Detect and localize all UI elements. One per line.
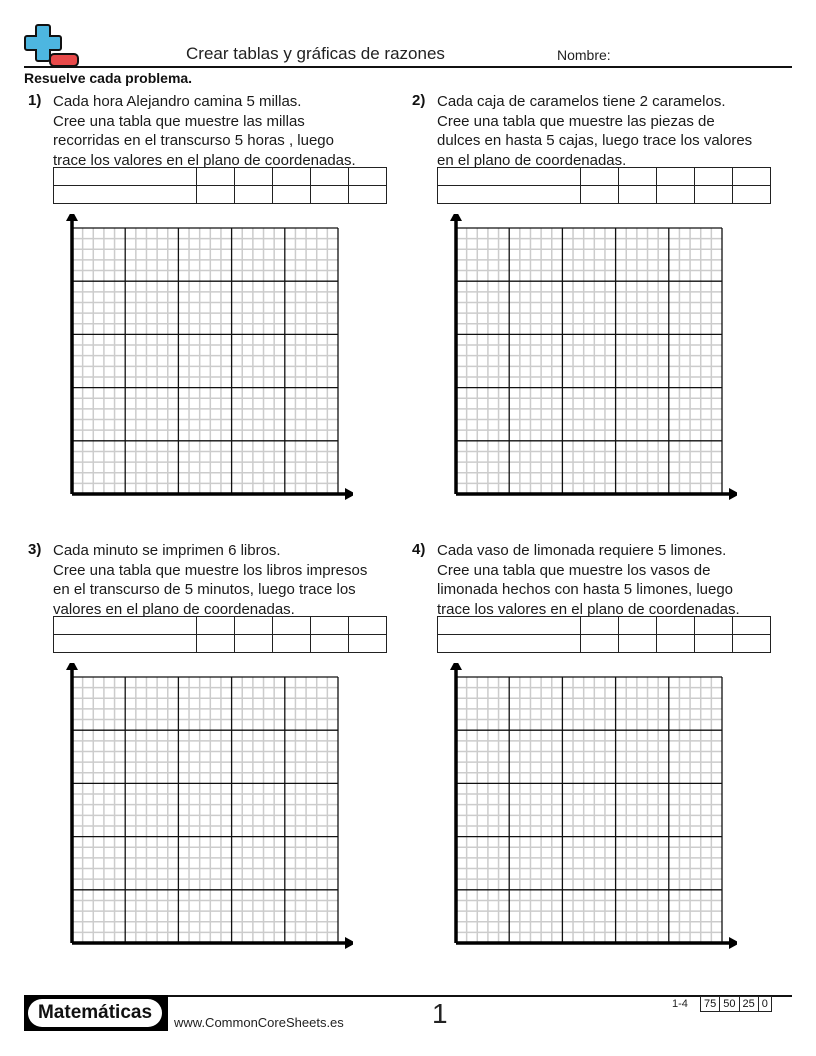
problem-text [53, 541, 398, 619]
table-value-cell[interactable] [311, 635, 349, 653]
table-row [54, 635, 387, 653]
table-row [54, 186, 387, 204]
instructions: Resuelve cada problema. [24, 70, 193, 86]
ratio-table [437, 167, 771, 204]
table-value-cell[interactable] [657, 168, 695, 186]
ratio-table [53, 616, 387, 653]
table-value-cell[interactable] [619, 168, 657, 186]
table-label-cell[interactable] [54, 635, 197, 653]
table-value-cell[interactable] [311, 617, 349, 635]
problem-line: Cree una tabla que muestre las millas [53, 112, 305, 130]
problem-number: 1) [28, 92, 42, 109]
table-value-cell[interactable] [235, 168, 273, 186]
problem-line: Cree una tabla que muestre las piezas de [437, 112, 715, 130]
table-value-cell[interactable] [657, 186, 695, 204]
problem-line: en el plano de coordenadas. [437, 151, 627, 169]
coordinate-plane[interactable] [437, 663, 737, 953]
table-label-cell[interactable] [438, 635, 581, 653]
table-value-cell[interactable] [273, 186, 311, 204]
table-value-cell[interactable] [349, 617, 387, 635]
y-axis-arrow-icon [450, 663, 462, 670]
problem-line: recorridas en el transcurso 5 horas , luego [53, 132, 334, 149]
ratio-table [53, 167, 387, 204]
brand-label: Matemáticas [28, 999, 162, 1027]
table-value-cell[interactable] [695, 617, 733, 635]
table-value-cell[interactable] [619, 617, 657, 635]
x-axis-arrow-icon [345, 937, 353, 949]
table-row [438, 168, 771, 186]
problem-line: valores en el plano de coordenadas. [53, 600, 295, 618]
problem-line: Cada vaso de limonada requiere 5 limones. [437, 542, 727, 559]
problem-line: limonada hechos con hasta 5 limones, luego [437, 581, 734, 598]
score-cell: 75 [701, 997, 720, 1012]
table-value-cell[interactable] [619, 635, 657, 653]
table-label-cell[interactable] [438, 617, 581, 635]
table-value-cell[interactable] [581, 635, 619, 653]
plus-minus-logo-icon [24, 24, 80, 68]
problem-number: 2) [412, 92, 426, 109]
coordinate-plane[interactable] [53, 214, 353, 504]
table-value-cell[interactable] [695, 186, 733, 204]
score-cell: 0 [758, 997, 771, 1012]
table-value-cell[interactable] [581, 168, 619, 186]
problem-number: 4) [412, 541, 426, 558]
coordinate-plane[interactable] [437, 214, 737, 504]
table-value-cell[interactable] [733, 168, 771, 186]
table-value-cell[interactable] [695, 168, 733, 186]
problem-number: 3) [28, 541, 42, 558]
table-value-cell[interactable] [695, 635, 733, 653]
problem-text [437, 541, 782, 619]
table-value-cell[interactable] [197, 635, 235, 653]
coordinate-plane[interactable] [53, 663, 353, 953]
table-value-cell[interactable] [733, 617, 771, 635]
table-value-cell[interactable] [197, 186, 235, 204]
footer-rule [166, 995, 792, 997]
score-range: 1-4 [672, 998, 688, 1010]
table-label-cell[interactable] [438, 186, 581, 204]
table-value-cell[interactable] [197, 168, 235, 186]
score-table [700, 996, 772, 1012]
table-value-cell[interactable] [273, 168, 311, 186]
table-value-cell[interactable] [733, 186, 771, 204]
y-axis-arrow-icon [66, 663, 78, 670]
table-row [54, 617, 387, 635]
problem-text [53, 92, 398, 170]
page-number: 1 [432, 998, 448, 1029]
table-row [438, 617, 771, 635]
table-row [438, 186, 771, 204]
problem-line: en el transcurso de 5 minutos, luego trace los [53, 581, 356, 598]
problem-line: trace los valores en el plano de coordenadas. [53, 151, 356, 169]
score-cell: 50 [720, 997, 739, 1012]
table-row [54, 168, 387, 186]
y-axis-arrow-icon [450, 214, 462, 221]
problem-line: dulces en hasta 5 cajas, luego trace los valores [437, 132, 753, 149]
table-value-cell[interactable] [581, 617, 619, 635]
table-value-cell[interactable] [657, 635, 695, 653]
x-axis-arrow-icon [729, 937, 737, 949]
table-value-cell[interactable] [235, 617, 273, 635]
x-axis-arrow-icon [729, 488, 737, 500]
table-value-cell[interactable] [273, 617, 311, 635]
ratio-table [437, 616, 771, 653]
table-value-cell[interactable] [311, 168, 349, 186]
table-value-cell[interactable] [657, 617, 695, 635]
table-label-cell[interactable] [438, 168, 581, 186]
problem-line: Cree una tabla que muestre los libros impresos [53, 561, 368, 579]
table-value-cell[interactable] [619, 186, 657, 204]
table-label-cell[interactable] [54, 617, 197, 635]
x-axis-arrow-icon [345, 488, 353, 500]
table-value-cell[interactable] [235, 186, 273, 204]
problem-line: Cada hora Alejandro camina 5 millas. [53, 93, 302, 110]
problem-line: trace los valores en el plano de coordenadas. [437, 600, 740, 618]
problem-text [437, 92, 782, 170]
header-rule [24, 66, 792, 68]
table-label-cell[interactable] [54, 168, 197, 186]
table-value-cell[interactable] [311, 186, 349, 204]
table-value-cell[interactable] [349, 168, 387, 186]
name-label: Nombre: [557, 47, 611, 63]
problem-line: Cada minuto se imprimen 6 libros. [53, 542, 281, 559]
worksheet-title: Crear tablas y gráficas de razones [186, 44, 445, 63]
problem-line: Cree una tabla que muestre los vasos de [437, 561, 711, 579]
score-cell: 25 [739, 997, 758, 1012]
table-value-cell[interactable] [273, 635, 311, 653]
table-value-cell[interactable] [235, 635, 273, 653]
table-value-cell[interactable] [349, 635, 387, 653]
minus-shape [50, 54, 78, 66]
table-value-cell[interactable] [581, 186, 619, 204]
y-axis-arrow-icon [66, 214, 78, 221]
table-row [438, 635, 771, 653]
problem-line: Cada caja de caramelos tiene 2 caramelos. [437, 93, 726, 110]
site-link[interactable]: www.CommonCoreSheets.es [174, 1015, 344, 1030]
table-value-cell[interactable] [349, 186, 387, 204]
table-value-cell[interactable] [733, 635, 771, 653]
table-label-cell[interactable] [54, 186, 197, 204]
table-value-cell[interactable] [197, 617, 235, 635]
